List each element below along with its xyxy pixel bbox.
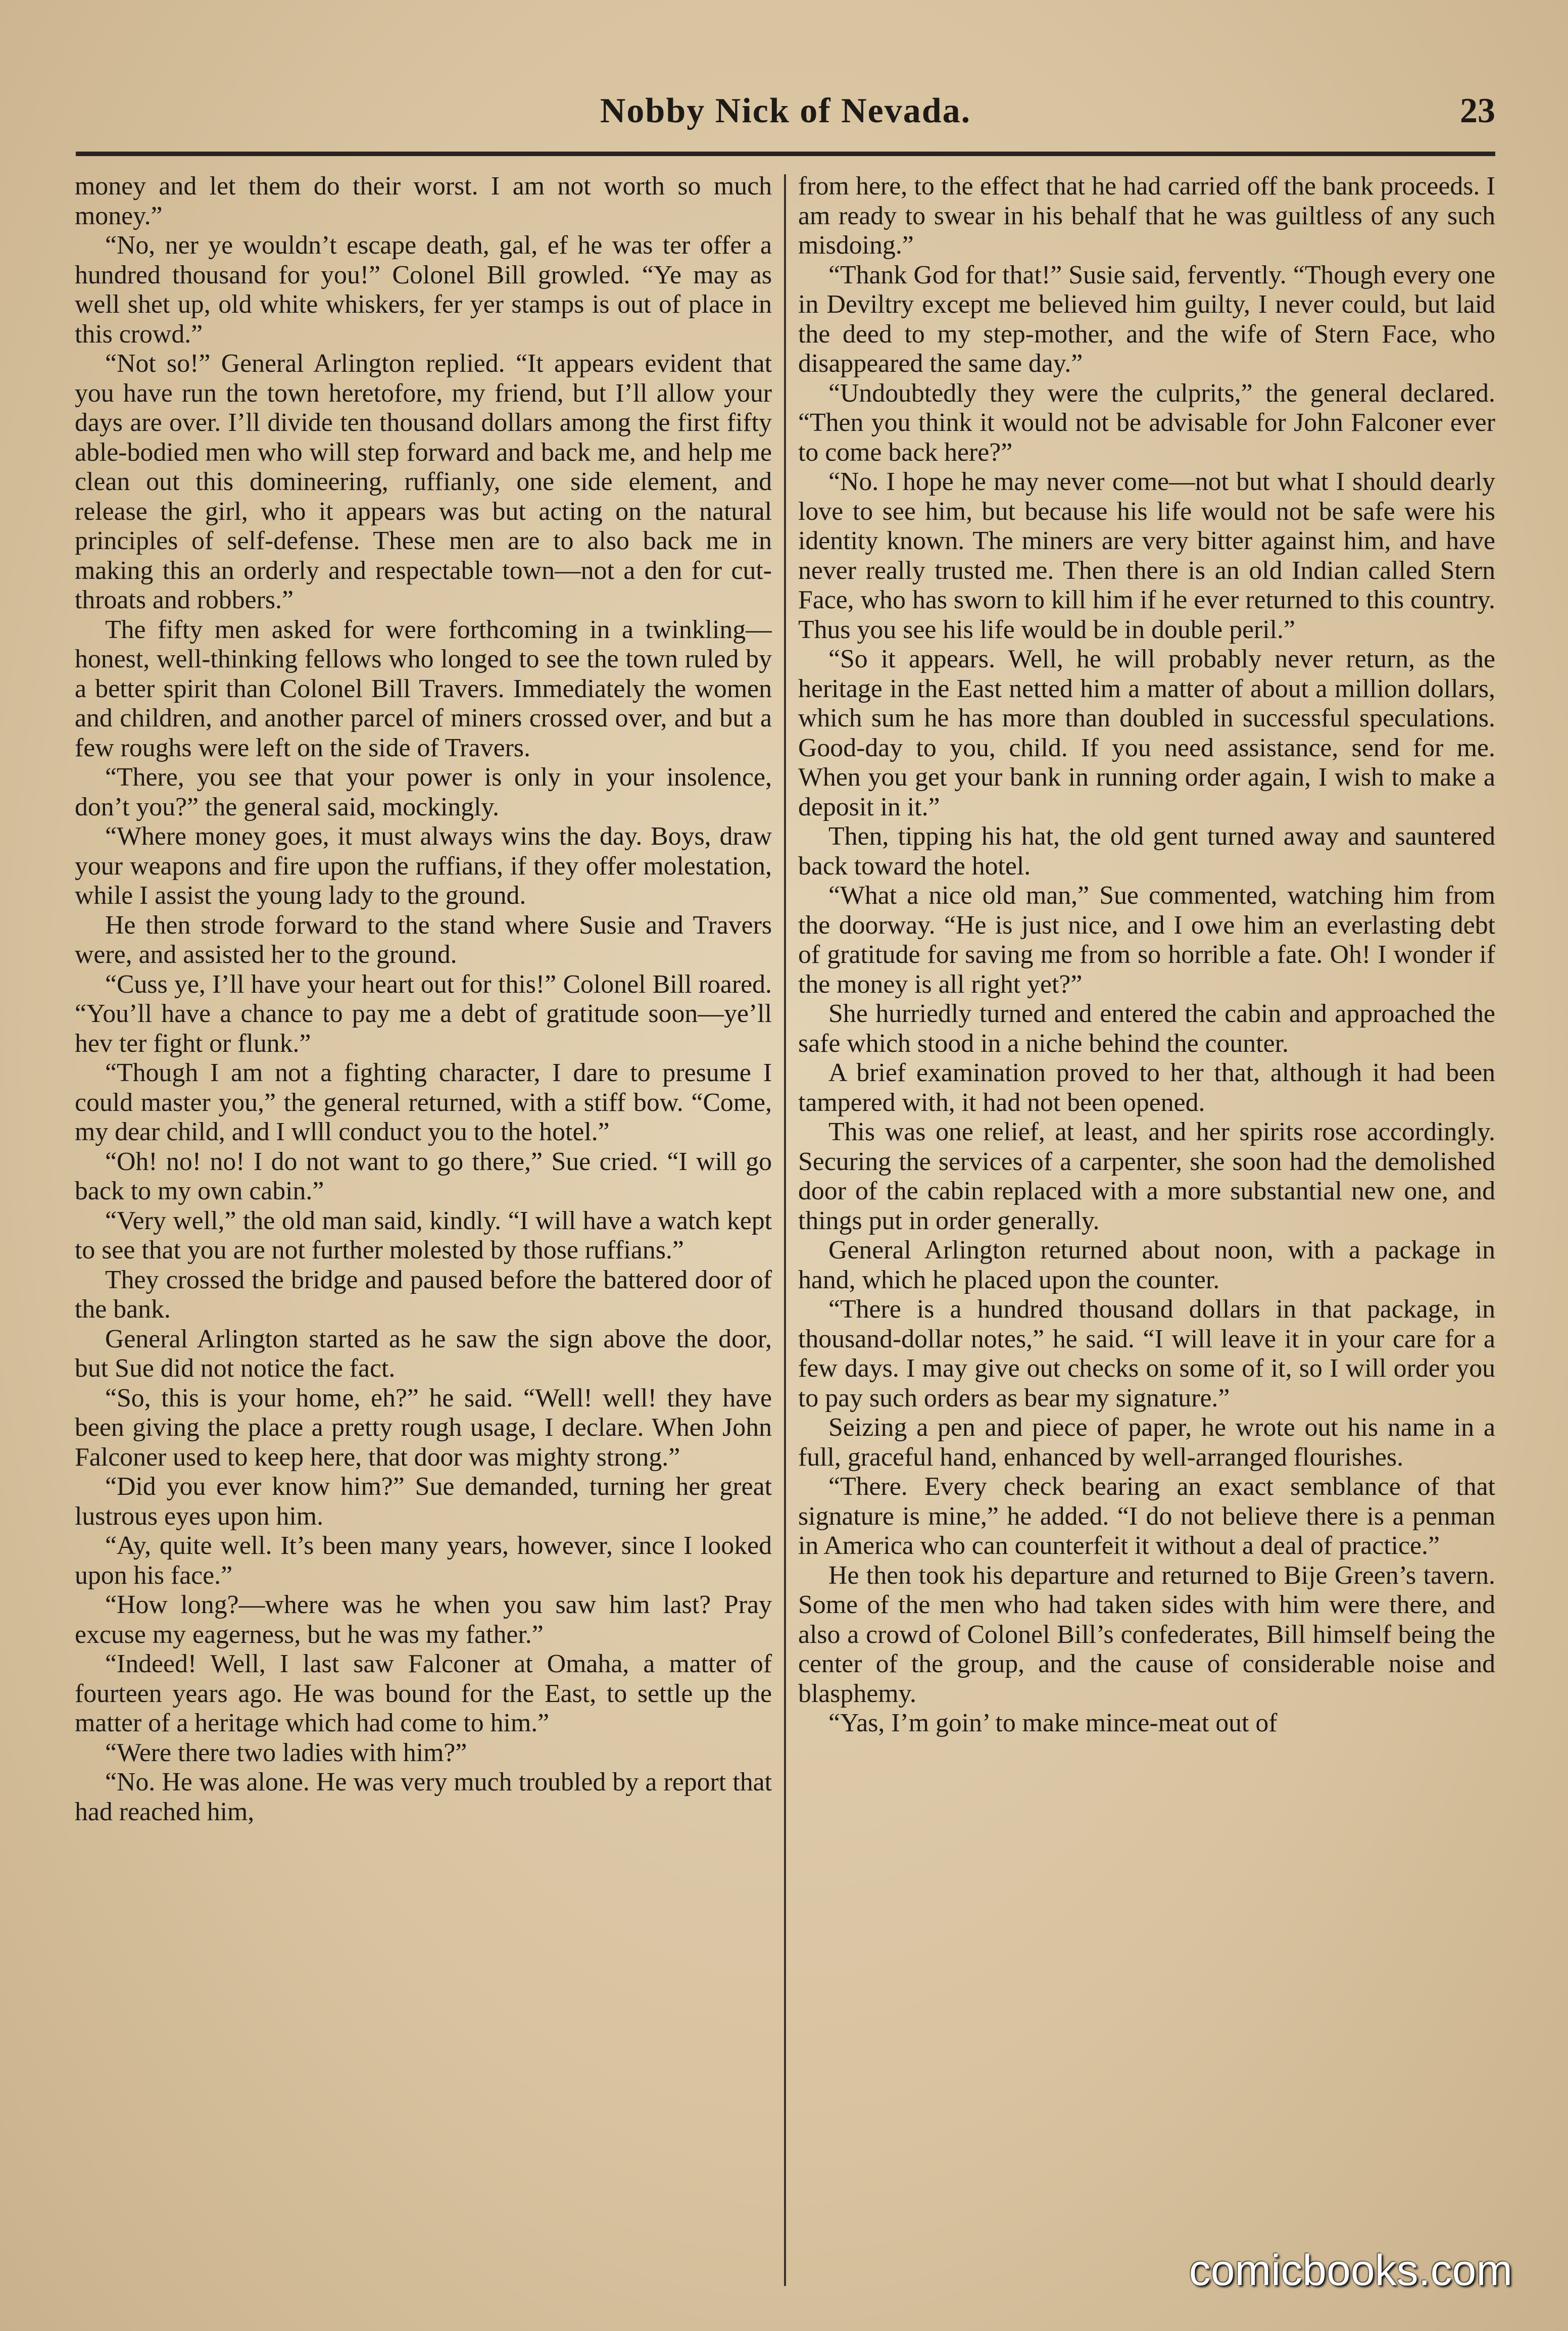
paragraph: “There, you see that your power is only in your insolence, don’t you?” the general said, mockingly. <box>75 763 772 821</box>
paragraph: “Not so!” General Arlington replied. “It appears evident that you have run the town heretofore, my friend, but I’ll allow your days are over. I’ll divide ten thousand dollars among the first fifty able-bodied men who will step forward and back me, and help me clean out this domineering, ruffianly, one side element, and release the girl, who it appears was but acting on the natural principles of self-defense. These men are to also back me in making this an orderly and respectable town—not a den for cut-throats and robbers.” <box>75 349 772 614</box>
paragraph: money and let them do their worst. I am not worth so much money.” <box>75 172 772 230</box>
paragraph: General Arlington started as he saw the sign above the door, but Sue did not notice the fact. <box>75 1324 772 1383</box>
paragraph: They crossed the bridge and paused before the battered door of the bank. <box>75 1265 772 1324</box>
paragraph: “Did you ever know him?” Sue demanded, turning her great lustrous eyes upon him. <box>75 1472 772 1531</box>
paragraph: “Very well,” the old man said, kindly. “I will have a watch kept to see that you are not further molested by those ruffians.” <box>75 1206 772 1265</box>
paragraph: “Where money goes, it must always wins the day. Boys, draw your weapons and fire upon the ruffians, if they offer molestation, while I assist the young lady to the ground. <box>75 822 772 910</box>
paragraph: Then, tipping his hat, the old gent turned away and sauntered back toward the hotel. <box>798 822 1495 881</box>
paragraph: He then strode forward to the stand where Susie and Travers were, and assisted her to the ground. <box>75 910 772 969</box>
paragraph: “There. Every check bearing an exact semblance of that signature is mine,” he added. “I do not believe there is a penman in America who can counterfeit it without a deal of practice.” <box>798 1472 1495 1560</box>
running-title: Nobby Nick of Nevada. <box>600 91 971 130</box>
header-rule <box>76 152 1495 156</box>
paragraph: He then took his departure and returned to Bije Green’s tavern. Some of the men who had taken sides with him were there, and also a crowd of Colonel Bill’s confederates, Bill himself being the center of the group, and the cause of considerable noise and blasphemy. <box>798 1561 1495 1708</box>
paragraph: “So it appears. Well, he will probably never return, as the heritage in the East netted him a matter of about a million dollars, which sum he has more than doubled in successful speculations. Good-day to you, child. If you need assistance, send for me. When you get your bank in running order again, I wish to make a deposit in it.” <box>798 645 1495 821</box>
page-number: 23 <box>1460 91 1495 130</box>
paragraph: “Were there two ladies with him?” <box>105 1738 467 1767</box>
paragraph: “Yas, I’m goin’ to make mince-meat out of <box>828 1709 1278 1737</box>
paragraph: “How long?—where was he when you saw him last? Pray excuse my eagerness, but he was my father.” <box>75 1590 772 1649</box>
paragraph: “What a nice old man,” Sue commented, watching him from the doorway. “He is just nice, and I owe him an everlasting debt of gratitude for saving me from so horrible a fate. Oh! I wonder if the money is all right yet?” <box>798 881 1495 999</box>
page-header <box>76 86 1495 141</box>
left-column <box>75 172 772 2294</box>
paragraph: “Cuss ye, I’ll have your heart out for this!” Colonel Bill roared. “You’ll have a chance to pay me a debt of gratitude soon—ye’ll hev ter fight or flunk.” <box>75 969 772 1058</box>
paragraph: She hurriedly turned and entered the cabin and approached the safe which stood in a niche behind the counter. <box>798 999 1495 1058</box>
paragraph: “Undoubtedly they were the culprits,” the general declared. “Then you think it would not be advisable for John Falconer ever to come back here?” <box>798 378 1495 467</box>
paragraph: Seizing a pen and piece of paper, he wrote out his name in a full, graceful hand, enhanced by well-arranged flourishes. <box>798 1413 1495 1472</box>
paragraph: This was one relief, at least, and her spirits rose accordingly. Securing the services of a carpenter, she soon had the demolished door of the cabin replaced with a more substantial new one, and things put in order generally. <box>798 1118 1495 1235</box>
paragraph: “No, ner ye wouldn’t escape death, gal, ef he was ter offer a hundred thousand for you!” Colonel Bill growled. “Ye may as well shet up, old white whiskers, fer yer stamps is out of place in this crowd.” <box>75 231 772 349</box>
column-divider <box>784 174 786 2286</box>
paragraph: “There is a hundred thousand dollars in that package, in thousand-dollar notes,” he said. “I will leave it in your care for a few days. I may give out checks on some of it, so I will order you to pay such orders as bear my signature.” <box>798 1295 1495 1413</box>
right-column <box>798 172 1495 2294</box>
paragraph: “Indeed! Well, I last saw Falconer at Omaha, a matter of fourteen years ago. He was bound for the East, to settle up the matter of a heritage which had come to him.” <box>75 1649 772 1737</box>
paragraph: “Ay, quite well. It’s been many years, however, since I looked upon his face.” <box>75 1531 772 1590</box>
watermark: comicbooks.com <box>1189 2246 1512 2295</box>
paragraph: General Arlington returned about noon, with a package in hand, which he placed upon the counter. <box>798 1236 1495 1294</box>
paragraph: “No. He was alone. He was very much troubled by a report that had reached him, <box>75 1768 772 1826</box>
paragraph: “Thank God for that!” Susie said, fervently. “Though every one in Deviltry except me believed him guilty, I never could, but laid the deed to my step-mother, and the wife of Stern Face, who disappeared the same day.” <box>798 260 1495 378</box>
paragraph: “So, this is your home, eh?” he said. “Well! well! they have been giving the place a pretty rough usage, I declare. When John Falconer used to keep here, that door was mighty strong.” <box>75 1383 772 1472</box>
paragraph: The fifty men asked for were forthcoming in a twinkling—honest, well-thinking fellows who longed to see the town ruled by a better spirit than Colonel Bill Travers. Immediately the women and children, and another parcel of miners crossed over, and but a few roughs were left on the side of Travers. <box>75 615 772 762</box>
paragraph: from here, to the effect that he had carried off the bank proceeds. I am ready to swear in his behalf that he was guiltless of any such misdoing.” <box>798 172 1495 260</box>
paragraph: “Though I am not a fighting character, I dare to presume I could master you,” the general returned, with a stiff bow. “Come, my dear child, and I wlll conduct you to the hotel.” <box>75 1058 772 1146</box>
paragraph: “No. I hope he may never come—not but what I should dearly love to see him, but because his life would not be safe were his identity known. The miners are very bitter against him, and have never really trusted me. Then there is an old Indian called Stern Face, who has sworn to kill him if he ever returned to this country. Thus you see his life would be in double peril.” <box>798 467 1495 644</box>
paragraph: A brief examination proved to her that, although it had been tampered with, it had not been opened. <box>798 1058 1495 1117</box>
paragraph: “Oh! no! no! I do not want to go there,” Sue cried. “I will go back to my own cabin.” <box>75 1147 772 1205</box>
